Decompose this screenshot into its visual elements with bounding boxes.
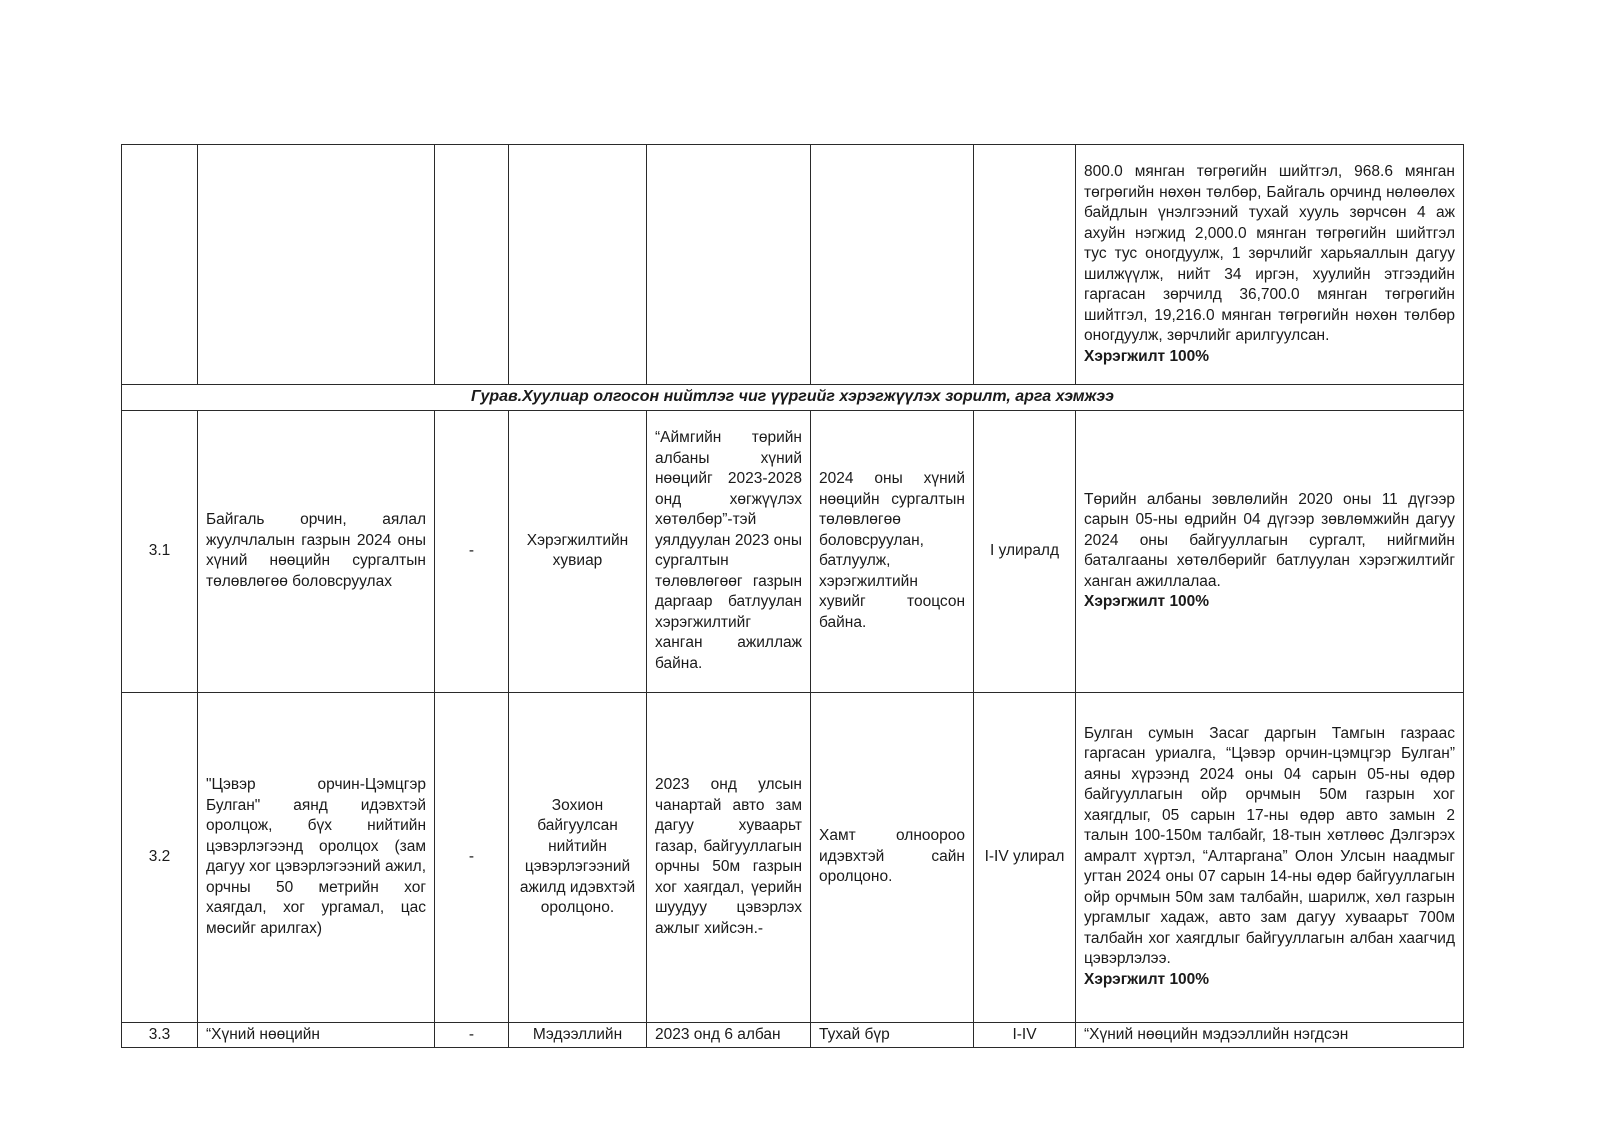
table-row <box>122 410 1464 692</box>
cell-empty <box>811 145 974 385</box>
cell-empty <box>435 145 509 385</box>
measure-cell: “Хүний нөөцийн <box>198 1022 435 1048</box>
baseline-cell: “Аймгийн төрийн албаны хүний нөөцийг 2023-2028 онд хөгжүүлэх хөтөлбөр”-тэй уялдуулан 2023 оны сургалтын төлөвлөгөөг газрын даргаар батлуулан хэрэгжилтийг хангaн ажиллаж байна. <box>647 410 811 692</box>
budget-cell: - <box>435 410 509 692</box>
result-label: Хэрэгжилт 100% <box>1084 593 1210 610</box>
table-row <box>122 1022 1464 1048</box>
baseline-cell: 2023 онд 6 албан <box>647 1022 811 1048</box>
table-row <box>122 145 1464 385</box>
report-text: Төрийн албаны зөвлөлийн 2020 оны 11 дүгээр сарын 05-ны өдрийн 04 дүгээр зөвлөмжийн дагуу 2024 оны байгууллагын сургалт, нийгмийн баталгааны хөтөлбөрийг батлуулан хэрэгжилтийг хангaн ажиллалаа. <box>1084 490 1455 590</box>
budget-cell: - <box>435 1022 509 1048</box>
target-cell: Хамт олноороо идэвхтэй сайн оролцоно. <box>811 692 974 1022</box>
budget-cell: - <box>435 692 509 1022</box>
target-cell: 2024 оны хүний нөөцийн сургалтын төлөвлөгөө боловсруулан, батлуулж, хэрэгжилтийн хувийг тооцсон байна. <box>811 410 974 692</box>
report-cell <box>1076 692 1464 1022</box>
report-cell <box>1076 410 1464 692</box>
row-number: 3.2 <box>122 692 198 1022</box>
period-cell: I улиралд <box>974 410 1076 692</box>
period-cell: I-IV <box>974 1022 1076 1048</box>
table-row <box>122 692 1464 1022</box>
report-cell <box>1076 145 1464 385</box>
plan-report-table <box>121 144 1464 1048</box>
row-number: 3.1 <box>122 410 198 692</box>
cell-empty <box>974 145 1076 385</box>
measure-cell: Байгаль орчин, аялал жуулчлалын газрын 2024 оны хүний нөөцийн сургалтын төлөвлөгөө боловсруулах <box>198 410 435 692</box>
result-label: Хэрэгжилт 100% <box>1084 347 1210 365</box>
section-title: Гурав.Хуулиар олгосон нийтлэг чиг үүргийг хэрэгжүүлэх зорилт, арга хэмжээ <box>122 385 1464 411</box>
baseline-cell: 2023 онд улсын чанартай авто зам дагуу хуваарьт газар, байгууллагын орчны 50м газрын хог хаягдал, үерийн шуудуу цэвэрлэх ажлыг хийсэн.- <box>647 692 811 1022</box>
target-cell: Тухай бүр <box>811 1022 974 1048</box>
indicator-cell: Зохион байгуулсан нийтийн цэвэрлэгээний ажилд идэвхтэй оролцоно. <box>509 692 647 1022</box>
indicator-cell: Мэдээллийн <box>509 1022 647 1048</box>
cell-empty <box>198 145 435 385</box>
report-text: 800.0 мянган төгрөгийн шийтгэл, 968.6 мянган төгрөгийн нөхөн төлбөр, Байгаль орчинд нөлөөлөх байдлын үнэлгээний тухай хууль зөрчсөн 4 аж ахуйн нэгжид 2,000.0 мянган төгрөгийн шийтгэл тус тус оногдуулж, 1 зөрчлийг харьяаллын дагуу шилжүүлж, нийт 34 иргэн, хуулийн этгээдийн гаргасан зөрчилд 36,700.0 мянган төгрөгийн шийтгэл, 19,216.0 мянган төгрөгийн нөхөн төлбөр оногдуулж, зөрчлийг арилгуулсан. <box>1084 163 1455 344</box>
period-cell: I-IV улирал <box>974 692 1076 1022</box>
cell-empty <box>122 145 198 385</box>
cell-empty <box>509 145 647 385</box>
cell-empty <box>647 145 811 385</box>
result-label: Хэрэгжилт 100% <box>1084 970 1210 988</box>
section-header-row <box>122 385 1464 411</box>
report-cell: “Хүний нөөцийн мэдээллийн нэгдсэн <box>1076 1022 1464 1048</box>
report-text: Булган сумын Засаг даргын Тамгын газраас гаргасан уриалга, “Цэвэр орчин-цэмцгэр Булган” аяны хүрээнд 2024 оны 04 сарын 05-ны өдөр байгууллагын ойр орчмын 50м газрын хог хаягдлыг, 05 сарын 17-ны өдөр авто замын 2 талын 100-150м талбайг, 18-тын хөтлөөс Дэлгэрэх амралт хүртэл, “Алтаргана” Олон Улсын наадмыг угтан 2024 оны 07 сарын 14-ны өдөр байгууллагын ойр орчмын 50м зам талбайн, шарилж, хөл газрын ургамлыг хадаж, авто зам дагуу хуваарьт 700м талбайн хог хаягдлыг байгууллагын албан хаагчид цэвэрлэлээ. <box>1084 724 1455 968</box>
row-number: 3.3 <box>122 1022 198 1048</box>
measure-cell: "Цэвэр орчин-Цэмцгэр Булган" аянд идэвхтэй оролцож, бүх нийтийн цэвэрлэгээнд оролцох (зам дагуу хог цэвэрлэгээний ажил, орчны 50 метрийн хог хаягдал, хог ургамал, цас мөсийг арилгах) <box>198 692 435 1022</box>
indicator-cell: Хэрэгжилтийн хувиар <box>509 410 647 692</box>
